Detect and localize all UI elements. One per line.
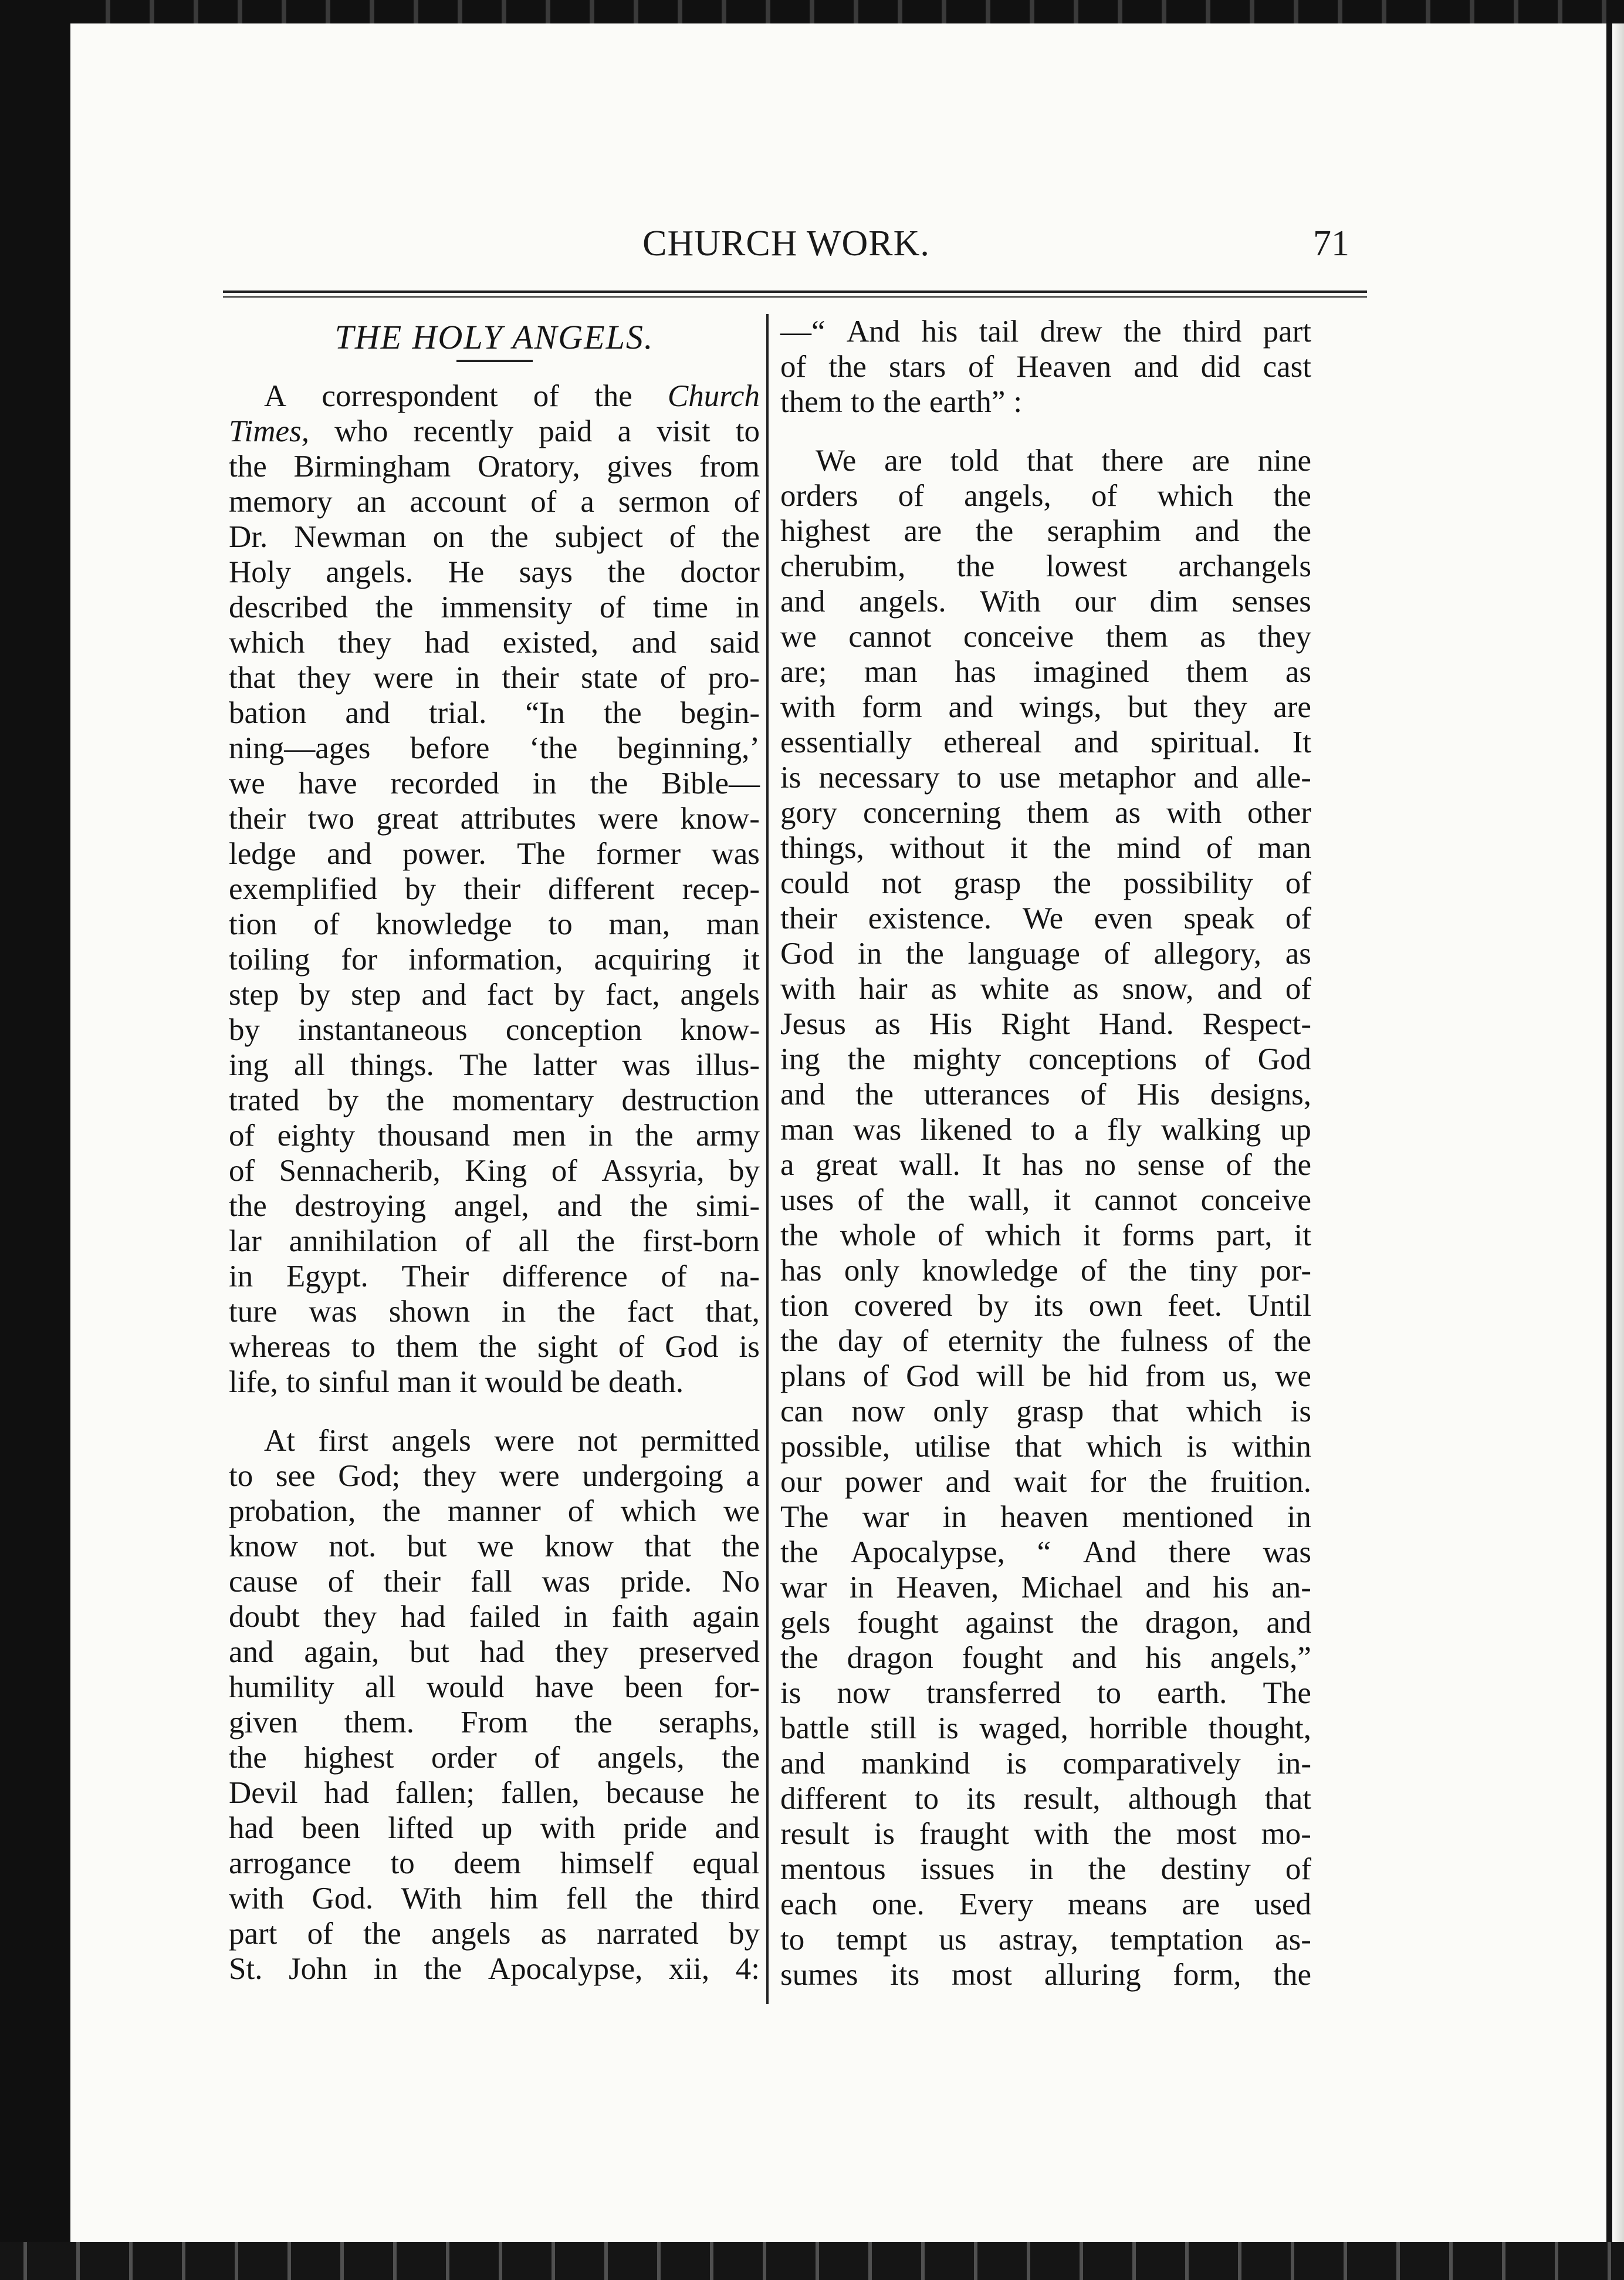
text-line: war in Heaven, Michael and his an-: [780, 1570, 1311, 1605]
text-line: with God. With him fell the third: [229, 1882, 760, 1916]
text-line: can now only grasp that which is: [780, 1394, 1311, 1428]
text-line: humility all would have been for-: [229, 1670, 760, 1704]
text-line: are; man has imagined them as: [780, 655, 1311, 689]
text-line: lar annihilation of all the first-born: [229, 1224, 760, 1258]
text-line: and the utterances of His designs,: [780, 1077, 1311, 1112]
text-line: know not. but we know that the: [229, 1529, 760, 1563]
text-line: a great wall. It has no sense of the: [780, 1148, 1311, 1182]
text-line: tion of knowledge to man, man: [229, 907, 760, 941]
text-line: probation, the manner of which we: [229, 1494, 760, 1528]
text-line: in Egypt. Their difference of na-: [229, 1259, 760, 1293]
header-rule-bottom: [223, 296, 1367, 298]
text-line: ledge and power. The former was: [229, 837, 760, 871]
text-line: we cannot conceive them as they: [780, 620, 1311, 654]
text-line: things, without it the mind of man: [780, 831, 1311, 865]
text-line: A correspondent of the Church: [264, 379, 760, 413]
text-line: highest are the seraphim and the: [780, 514, 1311, 548]
text-line: step by step and fact by fact, angels: [229, 978, 760, 1012]
paragraph-gap: [780, 420, 1311, 443]
text-line: our power and wait for the fruition.: [780, 1465, 1311, 1499]
text-line: has only knowledge of the tiny por-: [780, 1254, 1311, 1288]
scan-bottom-edge: [0, 2242, 1624, 2280]
scan-top-edge: [0, 0, 1624, 23]
text-line: cause of their fall was pride. No: [229, 1565, 760, 1599]
text-line: ture was shown in the fact that,: [229, 1295, 760, 1329]
left-column: [229, 314, 760, 1987]
text-line: their two great attributes were know-: [229, 802, 760, 836]
text-line: with hair as white as snow, and of: [780, 972, 1311, 1006]
text-line: we have recorded in the Bible—: [229, 766, 760, 800]
text-line: man was likened to a fly walking up: [780, 1113, 1311, 1147]
text-line: Times, who recently paid a visit to: [229, 414, 760, 448]
running-header: [223, 223, 1349, 276]
text-line: of eighty thousand men in the army: [229, 1119, 760, 1153]
text-line: the Apocalypse, “ And there was: [780, 1535, 1311, 1569]
right-column-text: [780, 314, 1311, 1992]
text-line: At first angels were not permitted: [264, 1424, 760, 1458]
text-line: them to the earth” :: [780, 385, 1023, 419]
scan-left-edge: [0, 0, 70, 2280]
article-title: THE HOLY ANGELS.: [334, 318, 654, 356]
text-line: the dragon fought and his angels,”: [780, 1641, 1311, 1675]
page-number: 71: [1313, 224, 1349, 264]
text-line: is now transferred to earth. The: [780, 1676, 1311, 1710]
text-line: the day of eternity the fulness of the: [780, 1324, 1311, 1358]
text-line: gels fought against the dragon, and: [780, 1606, 1311, 1640]
right-column: [780, 314, 1311, 1992]
text-line: part of the angels as narrated by: [229, 1917, 760, 1951]
text-line: life, to sinful man it would be death.: [229, 1365, 684, 1399]
text-line: exemplified by their different recep-: [229, 872, 760, 906]
page-edge-shadow: [1612, 23, 1624, 2242]
text-line: could not grasp the possibility of: [780, 866, 1311, 900]
text-line: had been lifted up with pride and: [229, 1811, 760, 1845]
text-line: We are told that there are nine: [816, 444, 1311, 478]
text-line: the destroying angel, and the simi-: [229, 1189, 760, 1223]
text-line: of the stars of Heaven and did cast: [780, 350, 1311, 384]
text-line: orders of angels, of which the: [780, 479, 1311, 513]
text-line: toiling for information, acquiring it: [229, 943, 760, 977]
text-line: by instantaneous conception know-: [229, 1013, 760, 1047]
text-line: mentous issues in the destiny of: [780, 1852, 1311, 1886]
text-line: of Sennacherib, King of Assyria, by: [229, 1154, 760, 1188]
text-line: Jesus as His Right Hand. Respect-: [780, 1007, 1311, 1041]
text-line: cherubim, the lowest archangels: [780, 549, 1311, 583]
text-line: The war in heaven mentioned in: [780, 1500, 1311, 1534]
text-line: their existence. We even speak of: [780, 901, 1311, 935]
text-line: the highest order of angels, the: [229, 1741, 760, 1775]
text-line: gory concerning them as with other: [780, 796, 1311, 830]
text-line: essentially ethereal and spiritual. It: [780, 725, 1311, 759]
text-line: uses of the wall, it cannot conceive: [780, 1183, 1311, 1217]
text-line: —“ And his tail drew the third part: [780, 315, 1311, 349]
column-divider: [766, 314, 769, 2004]
text-line: described the immensity of time in: [229, 590, 760, 624]
left-column-text: [229, 379, 760, 1987]
running-head-title: CHURCH WORK.: [642, 224, 930, 264]
text-line: Devil had fallen; fallen, because he: [229, 1776, 760, 1810]
paragraph-gap: [229, 1400, 760, 1423]
text-line: Dr. Newman on the subject of the: [229, 520, 760, 554]
text-line: to see God; they were undergoing a: [229, 1459, 760, 1493]
text-line: the whole of which it forms part, it: [780, 1218, 1311, 1252]
text-line: ning—ages before ‘the beginning,’: [229, 731, 760, 765]
text-line: doubt they had failed in faith again: [229, 1600, 760, 1634]
text-line: that they were in their state of pro-: [229, 661, 760, 695]
text-line: tion covered by its own feet. Until: [780, 1289, 1311, 1323]
header-rule-top: [223, 291, 1367, 293]
text-line: St. John in the Apocalypse, xii, 4:: [229, 1952, 760, 1986]
text-line: bation and trial. “In the begin-: [229, 696, 760, 730]
text-line: different to its result, although that: [780, 1782, 1311, 1816]
text-line: which they had existed, and said: [229, 626, 760, 660]
text-line: sumes its most alluring form, the: [780, 1958, 1311, 1992]
text-line: and angels. With our dim senses: [780, 585, 1311, 619]
text-line: plans of God will be hid from us, we: [780, 1359, 1311, 1393]
text-line: ing the mighty conceptions of God: [780, 1042, 1311, 1076]
text-line: God in the language of allegory, as: [780, 937, 1311, 971]
text-line: and mankind is comparatively in-: [780, 1747, 1311, 1781]
text-line: arrogance to deem himself equal: [229, 1846, 760, 1880]
text-line: battle still is waged, horrible thought,: [780, 1711, 1311, 1745]
text-line: with form and wings, but they are: [780, 690, 1311, 724]
text-line: each one. Every means are used: [780, 1887, 1311, 1921]
text-line: memory an account of a sermon of: [229, 485, 760, 519]
text-line: the Birmingham Oratory, gives from: [229, 450, 760, 484]
title-rule: [456, 360, 533, 362]
text-line: is necessary to use metaphor and alle-: [780, 761, 1311, 795]
text-line: given them. From the seraphs,: [229, 1705, 760, 1739]
text-line: and again, but had they preserved: [229, 1635, 760, 1669]
text-line: possible, utilise that which is within: [780, 1430, 1311, 1464]
text-line: Holy angels. He says the doctor: [229, 555, 760, 589]
text-line: trated by the momentary destruction: [229, 1083, 760, 1117]
text-line: whereas to them the sight of God is: [229, 1330, 760, 1364]
text-line: to tempt us astray, temptation as-: [780, 1923, 1311, 1957]
text-line: ing all things. The latter was illus-: [229, 1048, 760, 1082]
text-line: result is fraught with the most mo-: [780, 1817, 1311, 1851]
